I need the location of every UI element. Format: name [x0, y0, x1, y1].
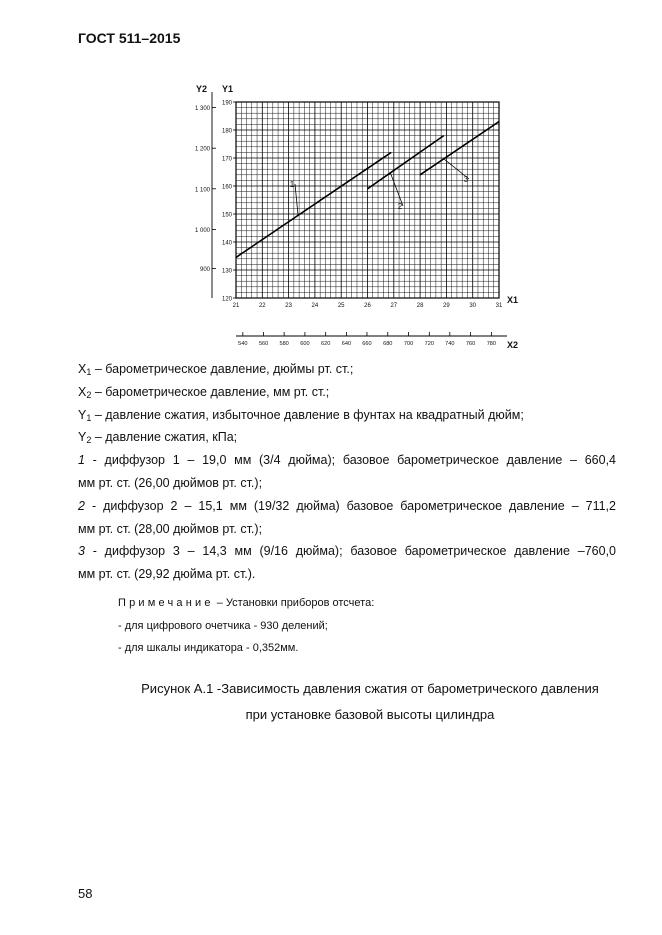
- y2-axis-label: Y2: [196, 84, 208, 94]
- pressure-chart: [190, 72, 530, 357]
- x2-tick-label: 620: [321, 341, 331, 347]
- x1-tick-label: 28: [416, 303, 424, 309]
- caption-line-1: Рисунок А.1 -Зависимость давления сжатия от барометрического давления: [141, 681, 599, 696]
- x2-tick-label: 560: [258, 341, 269, 347]
- note-label: Примечание: [118, 597, 214, 609]
- legend-item-3-cont: мм рт. ст. (29,92 дюйма рт. ст.).: [78, 567, 256, 582]
- x1-tick-label: 26: [364, 303, 371, 309]
- legend-y2: $Y_2$ – давление сжатия, кПа;: [78, 430, 238, 446]
- y2-tick-label: 900: [199, 267, 210, 274]
- figure-caption: [78, 676, 662, 728]
- y1-tick-label: 180: [221, 128, 232, 135]
- x2-tick-label: 640: [341, 341, 352, 347]
- x2-tick-label: 780: [486, 341, 497, 347]
- series-leader-1: [295, 184, 298, 215]
- note-line-2: - для шкалы индикатора - 0,352мм.: [118, 642, 299, 654]
- note-heading: Примечание – Установки приборов отсчета:: [118, 597, 375, 609]
- x1-tick-label: 27: [390, 303, 398, 309]
- x2-axis-label: X2: [507, 340, 519, 350]
- x2-tick-label: 580: [279, 341, 289, 347]
- y1-tick-label: 140: [221, 240, 232, 247]
- legend-item-2: 2 - диффузор 2 – 15,1 мм (19/32 дюйма) базовое барометрическое давление – 711,2: [78, 498, 616, 513]
- x1-tick-label: 31: [495, 303, 503, 309]
- x2-tick-label: 720: [424, 341, 434, 347]
- legend-item-2-cont: мм рт. ст. (28,00 дюймов рт. ст.);: [78, 521, 263, 536]
- legend-block: [78, 358, 616, 586]
- x2-tick-label: 740: [445, 341, 455, 347]
- x1-tick-label: 25: [337, 303, 345, 309]
- x1-axis-label: X1: [507, 295, 519, 305]
- legend-item-1: 1 - диффузор 1 – 19,0 мм (3/4 дюйма); базовое барометрическое давление – 660,4: [78, 453, 616, 468]
- y1-axis: [222, 101, 236, 303]
- x2-tick-label: 680: [383, 341, 393, 347]
- y1-axis-label: Y1: [222, 84, 234, 94]
- x1-tick-label: 24: [311, 303, 319, 309]
- y2-axis: [195, 92, 216, 298]
- y1-tick-label: 190: [221, 100, 232, 107]
- series-label-2: 2: [397, 202, 403, 211]
- note-block: [118, 592, 374, 660]
- x1-axis: [233, 303, 503, 309]
- x1-tick-label: 29: [443, 303, 450, 309]
- y1-tick-label: 120: [221, 296, 232, 303]
- y2-tick-label: 1 000: [194, 227, 210, 234]
- legend-item-3: 3 - диффузор 3 – 14,3 мм (9/16 дюйма); базовое барометрическое давление –760,0: [78, 544, 616, 559]
- legend-item-1-cont: мм рт. ст. (26,00 дюймов рт. ст.);: [78, 475, 263, 490]
- y2-tick-label: 1 200: [194, 146, 210, 153]
- x2-tick-label: 700: [403, 341, 414, 347]
- x2-axis: [236, 332, 507, 347]
- y1-tick-label: 170: [221, 156, 232, 163]
- caption-line-2: при установке базовой высоты цилиндра: [245, 707, 495, 722]
- legend-x1: $X_1$ – барометрическое давление, дюймы рт. ст.;: [78, 362, 354, 377]
- x1-tick-label: 23: [285, 303, 292, 309]
- y1-tick-label: 130: [221, 268, 232, 275]
- x2-tick-label: 760: [465, 341, 476, 347]
- x1-tick-label: 21: [232, 303, 240, 309]
- series-label-3: 3: [463, 175, 469, 184]
- series-line-2: [368, 136, 444, 189]
- legend-y1: $Y_1$ – давление сжатия, избыточное давление в фунтах на квадратный дюйм;: [78, 407, 524, 423]
- series-line-3: [420, 122, 499, 175]
- x2-tick-label: 540: [238, 341, 248, 347]
- x2-tick-label: 600: [300, 341, 310, 347]
- x1-tick-label: 22: [258, 303, 266, 309]
- x2-tick-label: 660: [362, 341, 372, 347]
- series-label-1: 1: [289, 180, 295, 189]
- y1-tick-label: 160: [221, 184, 232, 191]
- y2-tick-label: 1 100: [194, 187, 210, 194]
- y1-tick-label: 150: [221, 212, 232, 219]
- chart-grid: [236, 102, 499, 298]
- page-number: 58: [78, 886, 93, 901]
- note-line-1: - для цифрового очетчика - 930 делений;: [118, 619, 328, 632]
- document-header: ГОСТ 511–2015: [78, 30, 181, 46]
- legend-x2: $X_2$ – барометрическое давление, мм рт. ст.;: [78, 384, 330, 400]
- x1-tick-label: 30: [469, 303, 477, 309]
- y2-tick-label: 1 300: [194, 106, 210, 113]
